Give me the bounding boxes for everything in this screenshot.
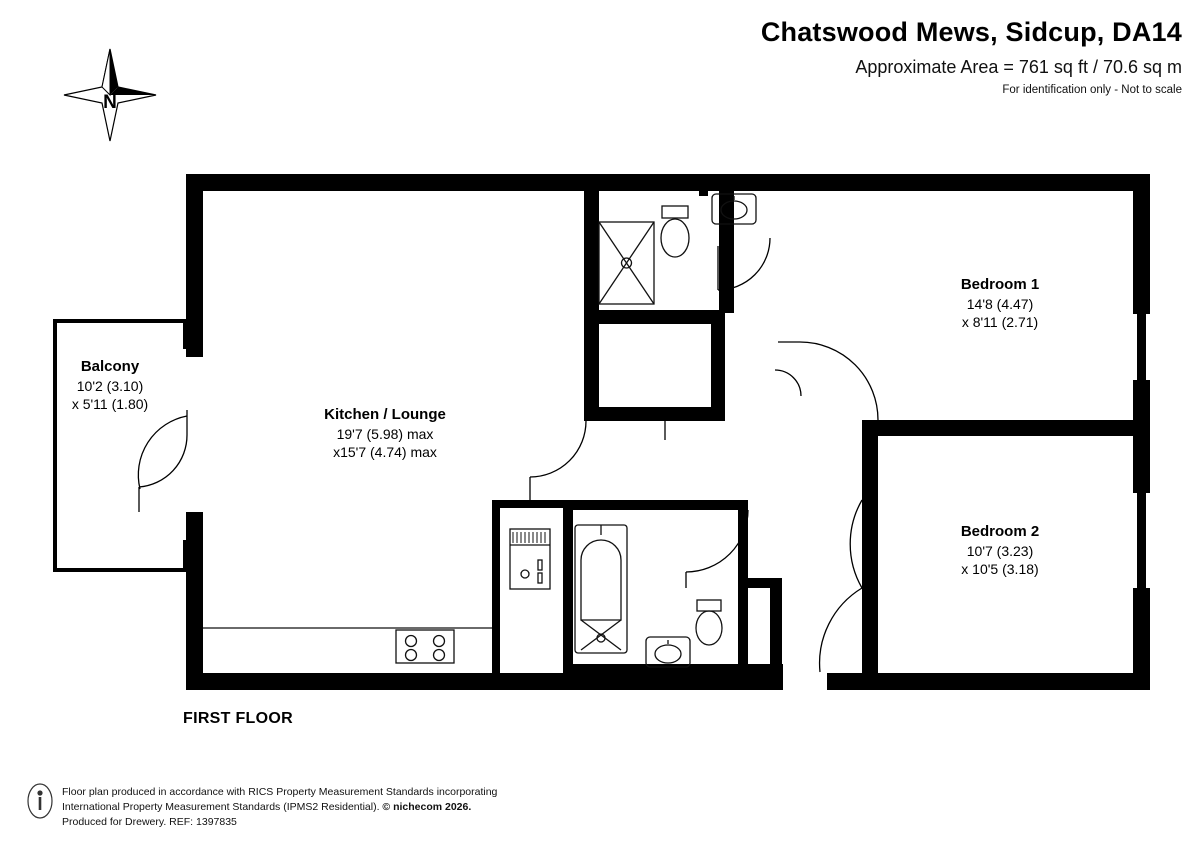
room-name: Balcony <box>80 358 140 375</box>
room-dimension-2: x 8'11 (2.71) <box>961 314 1039 331</box>
footer-line-2a: International Property Measurement Standards (IPMS2 Residential). <box>62 801 380 814</box>
room-dimension-2: x 5'11 (1.80) <box>71 396 149 413</box>
walls-group <box>53 174 1150 690</box>
room-label-balcony <box>30 357 190 414</box>
toilet-icon-2 <box>696 600 722 645</box>
footer-line-2 <box>62 800 497 815</box>
room-name: Kitchen / Lounge <box>324 406 446 423</box>
door-swings-group <box>138 238 878 672</box>
room-dimension-1: 10'2 (3.10) <box>76 377 144 394</box>
compass-north-label: N <box>103 92 117 113</box>
toilet-icon <box>661 206 689 257</box>
sink-icon <box>510 529 550 589</box>
footer-line-1: Floor plan produced in accordance with RICS Property Measurement Standards incorporating <box>62 786 498 798</box>
person-measure-icon <box>27 783 53 819</box>
compass-rose-icon <box>60 45 160 145</box>
room-dimension-1: 19'7 (5.98) max <box>336 425 434 442</box>
room-dimension-2: x15'7 (4.74) max <box>333 444 437 461</box>
approximate-area: Approximate Area = 761 sq ft / 70.6 sq m <box>855 56 1182 77</box>
room-name: Bedroom 2 <box>960 523 1040 540</box>
footer-line-3: Produced for Drewery. REF: 1397835 <box>62 816 237 829</box>
room-dimension-1: 10'7 (3.23) <box>966 542 1034 559</box>
room-label-kitchen-lounge <box>270 405 500 462</box>
bath-icon <box>575 525 627 653</box>
room-name: Bedroom 1 <box>960 276 1040 293</box>
room-dimension-1: 14'8 (4.47) <box>966 295 1034 312</box>
hob-icon <box>396 630 454 663</box>
header <box>761 18 1182 96</box>
room-dimension-2: x 10'5 (3.18) <box>961 561 1039 578</box>
basin-icon <box>712 194 756 224</box>
room-label-bedroom-1 <box>885 275 1115 332</box>
page-title: Chatswood Mews, Sidcup, DA14 <box>760 17 1182 47</box>
basin-icon-2 <box>646 637 690 667</box>
footer-copyright: © nichecom 2026. <box>382 801 472 814</box>
shower-icon <box>599 222 654 304</box>
room-label-bedroom-2 <box>885 522 1115 579</box>
floor-label: FIRST FLOOR <box>183 710 293 727</box>
identification-note: For identification only - Not to scale <box>1002 83 1182 96</box>
